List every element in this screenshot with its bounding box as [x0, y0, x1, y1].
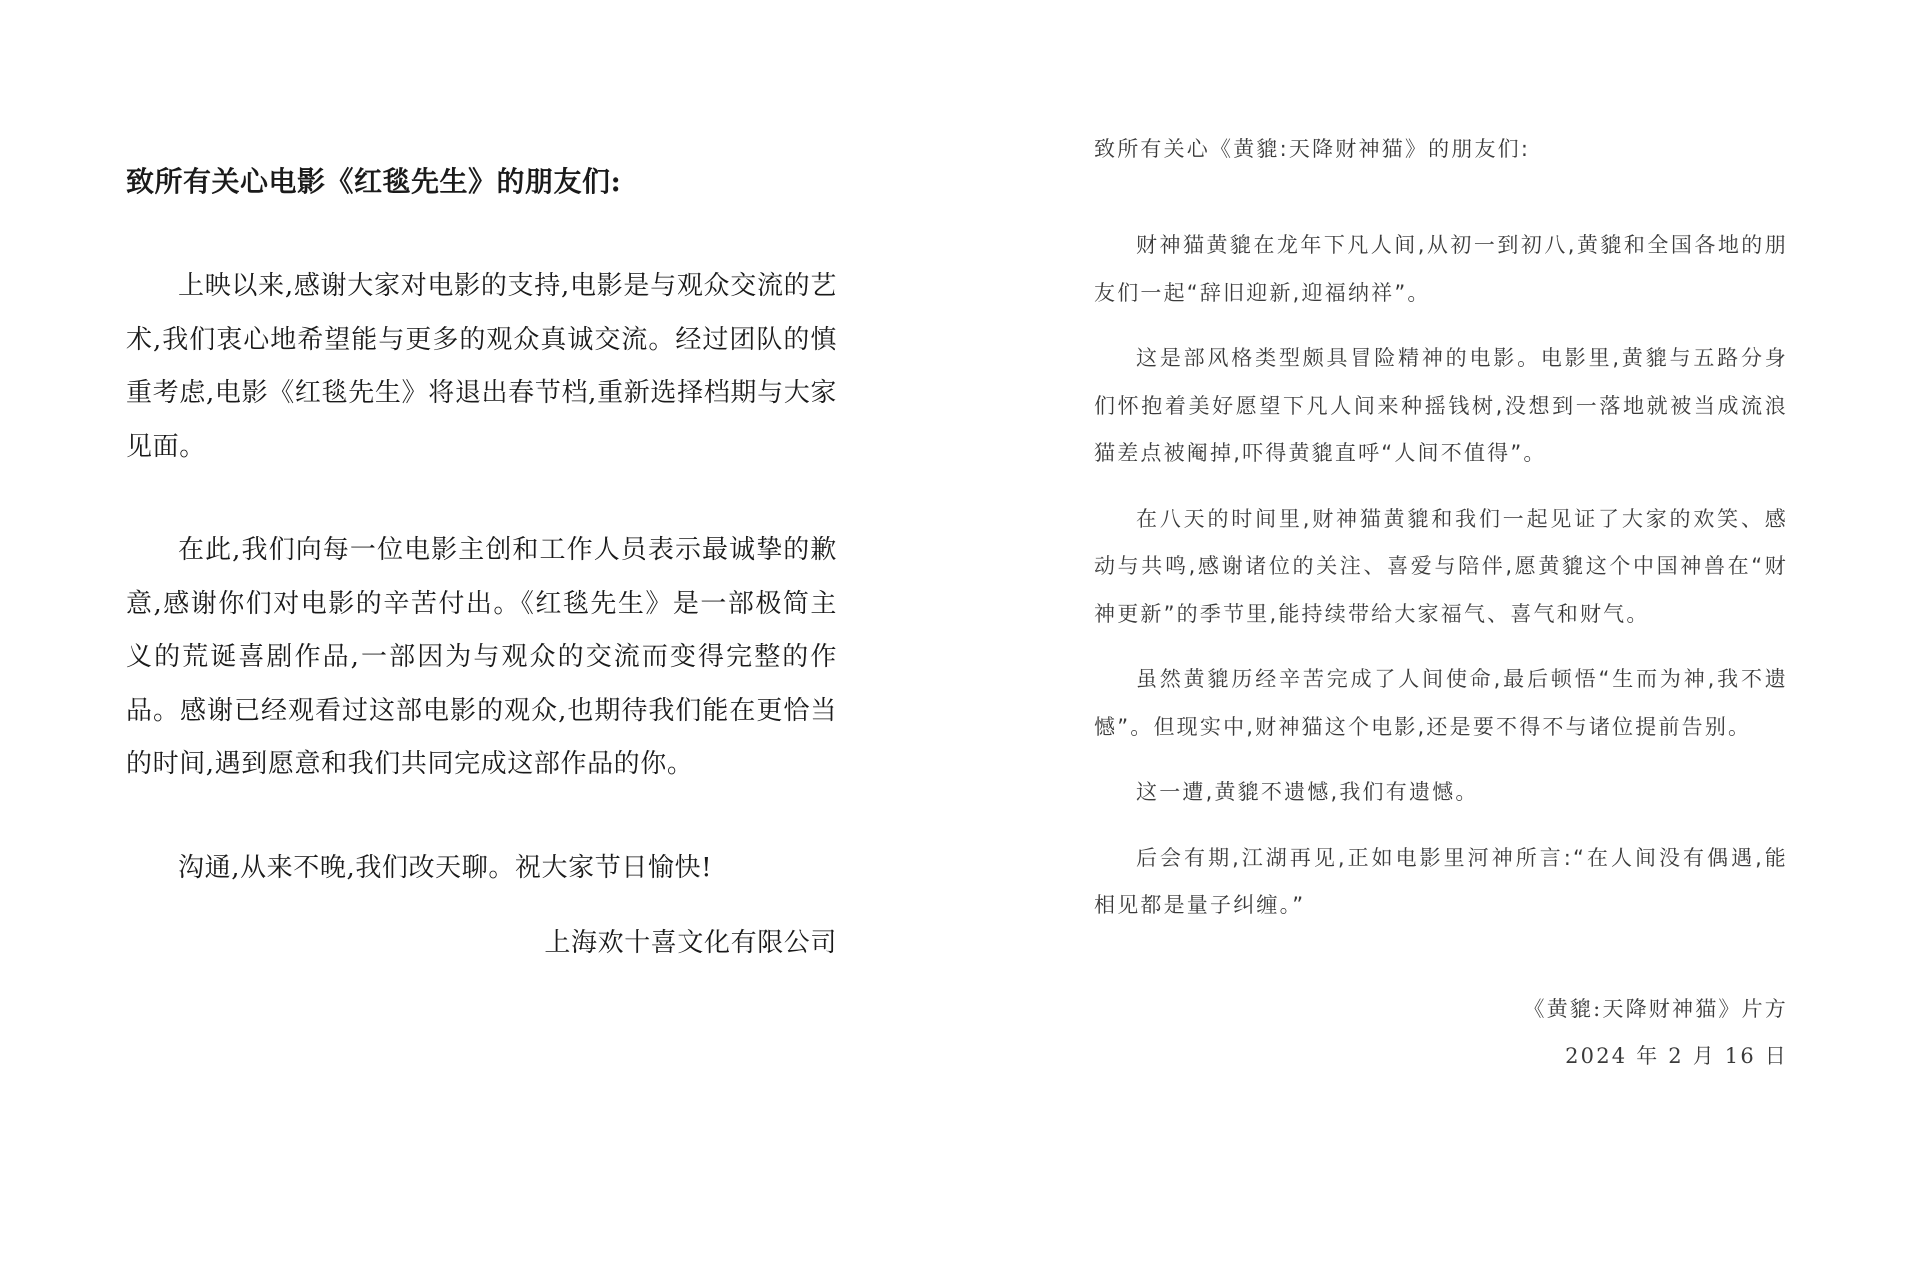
letter-paragraph: 在八天的时间里,财神猫黄貔和我们一起见证了大家的欢笑、感动与共鸣,感谢诸位的关注、喜爱与陪伴,愿黄貔这个中国神兽在“财神更新”的季节里,能持续带给大家福气、喜气和财气。: [1094, 506, 1788, 626]
letter-paragraph: 后会有期,江湖再见,正如电影里河神所言:“在人间没有偶遇,能相见都是量子纠缠。”: [1094, 845, 1788, 917]
letter-greeting: 致所有关心《黄貔:天降财神猫》的朋友们:: [1094, 137, 1531, 161]
red-carpet-letter: [126, 157, 837, 971]
letter-greeting: 致所有关心电影《红毯先生》的朋友们:: [126, 165, 622, 198]
letter-paragraph: 财神猫黄貔在龙年下凡人间,从初一到初八,黄貔和全国各地的朋友们一起“辞旧迎新,迎福纳祥”。: [1094, 233, 1788, 305]
letter-paragraph: 在此,我们向每一位电影主创和工作人员表示最诚挚的歉意,感谢你们对电影的辛苦付出。《红毯先生》是一部极简主义的荒诞喜剧作品,一部因为与观众的交流而变得完整的作品。感谢已经观看过这部电影的观众,也期待我们能在更恰当的时间,遇到愿意和我们共同完成这部作品的你。: [126, 535, 837, 779]
huang-pi-letter: [1094, 126, 1788, 1081]
letter-signature: 《黄貔:天降财神猫》片方: [1523, 996, 1788, 1021]
letter-paragraph: 上映以来,感谢大家对电影的支持,电影是与观众交流的艺术,我们衷心地希望能与更多的观众真诚交流。经过团队的慎重考虑,电影《红毯先生》将退出春节档,重新选择档期与大家见面。: [126, 271, 837, 462]
letter-date: 2024 年 2 月 16 日: [1565, 1044, 1788, 1068]
letter-signature: 上海欢十喜文化有限公司: [544, 928, 837, 958]
letter-sign-block: [1094, 986, 1788, 1081]
letter-paragraph: 这是部风格类型颇具冒险精神的电影。电影里,黄貔与五路分身们怀抱着美好愿望下凡人间来种摇钱树,没想到一落地就被当成流浪猫差点被阉掉,吓得黄貔直呼“人间不值得”。: [1094, 346, 1788, 465]
letter-paragraph: 这一遭,黄貔不遗憾,我们有遗憾。: [1136, 780, 1479, 804]
letter-paragraph: 沟通,从来不晚,我们改天聊。祝大家节日愉快!: [178, 852, 713, 883]
letter-paragraph: 虽然黄貔历经辛苦完成了人间使命,最后顿悟“生而为神,我不遗憾”。但现实中,财神猫这个电影,还是要不得不与诸位提前告别。: [1094, 667, 1788, 739]
